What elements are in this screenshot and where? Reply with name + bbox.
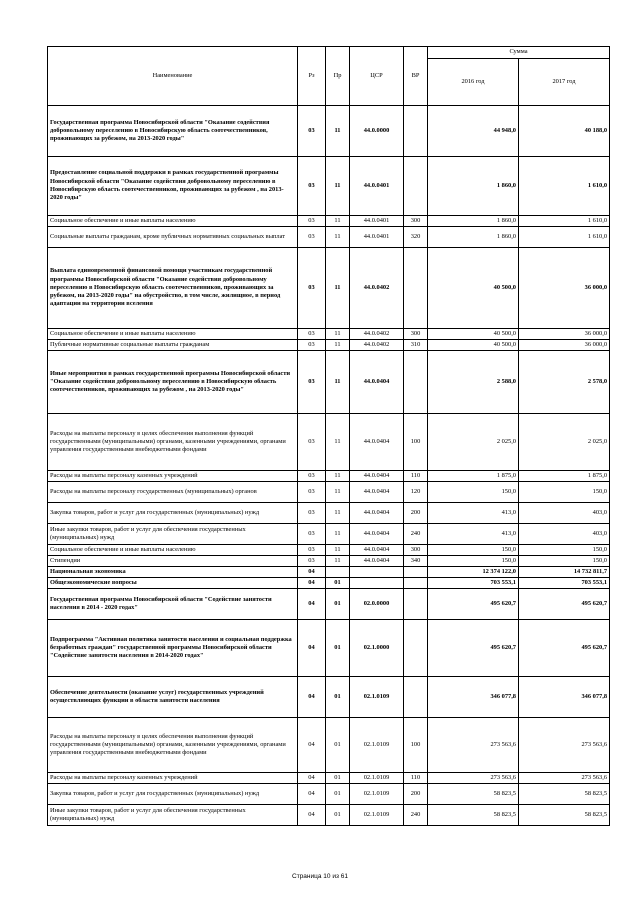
cell-name: Социальное обеспечение и иные выплаты населению (48, 329, 298, 340)
header-2016: 2016 год (428, 59, 519, 106)
cell-rz: 04 (298, 773, 326, 784)
table-body (48, 106, 610, 826)
cell-csr: 44.0.0404 (350, 414, 404, 471)
cell-pr: 11 (326, 106, 350, 157)
table-row (48, 773, 610, 784)
cell-vr: 200 (404, 784, 428, 805)
cell-vr: 100 (404, 718, 428, 773)
cell-rz: 03 (298, 227, 326, 248)
cell-rz: 03 (298, 414, 326, 471)
cell-y2017: 150,0 (519, 482, 610, 503)
cell-pr: 11 (326, 482, 350, 503)
cell-csr: 44.0.0000 (350, 106, 404, 157)
table-row (48, 351, 610, 414)
cell-csr (350, 578, 404, 589)
cell-pr: 11 (326, 414, 350, 471)
cell-y2016: 1 875,0 (428, 471, 519, 482)
cell-y2016: 150,0 (428, 482, 519, 503)
cell-rz: 03 (298, 524, 326, 545)
cell-rz: 03 (298, 216, 326, 227)
cell-y2017: 58 823,5 (519, 805, 610, 826)
cell-y2017: 36 000,0 (519, 329, 610, 340)
cell-y2016: 495 620,7 (428, 589, 519, 620)
cell-csr: 02.1.0109 (350, 773, 404, 784)
cell-y2017: 36 000,0 (519, 248, 610, 329)
cell-csr: 44.0.0401 (350, 227, 404, 248)
header-vr: ВР (404, 47, 428, 106)
header-sum: Сумма (428, 47, 610, 59)
cell-y2016: 1 860,0 (428, 157, 519, 216)
cell-name: Государственная программа Новосибирской области "Оказание содействия добровольному переселению в Новосибирскую область соотечественников, проживающих за рубежом, на 2013-2020 годы" (48, 106, 298, 157)
table-row (48, 578, 610, 589)
cell-rz: 04 (298, 620, 326, 677)
cell-vr (404, 248, 428, 329)
cell-csr: 44.0.0401 (350, 157, 404, 216)
cell-y2016: 44 948,0 (428, 106, 519, 157)
cell-csr: 44.0.0402 (350, 340, 404, 351)
cell-vr: 320 (404, 227, 428, 248)
page-footer: Страница 10 из 61 (292, 873, 348, 880)
cell-csr: 44.0.0402 (350, 248, 404, 329)
cell-pr: 11 (326, 157, 350, 216)
cell-y2017: 273 563,6 (519, 718, 610, 773)
header-pr: Пр (326, 47, 350, 106)
table-row (48, 545, 610, 556)
table-row (48, 216, 610, 227)
cell-name: Расходы на выплаты персоналу в целях обеспечения выполнения функций государственными (муниципальными) органами, казенными учреждениями, органами управления государственными внебюджетными фондами (48, 414, 298, 471)
cell-pr: 11 (326, 340, 350, 351)
cell-vr: 310 (404, 340, 428, 351)
table-row (48, 556, 610, 567)
cell-y2017: 346 077,8 (519, 677, 610, 718)
cell-rz: 03 (298, 351, 326, 414)
cell-pr: 11 (326, 503, 350, 524)
cell-vr (404, 677, 428, 718)
cell-csr: 02.1.0109 (350, 677, 404, 718)
cell-csr: 44.0.0404 (350, 471, 404, 482)
cell-rz: 04 (298, 718, 326, 773)
cell-pr: 11 (326, 556, 350, 567)
table-row (48, 784, 610, 805)
table-row (48, 248, 610, 329)
cell-name: Закупка товаров, работ и услуг для государственных (муниципальных) нужд (48, 503, 298, 524)
cell-pr: 11 (326, 227, 350, 248)
cell-y2017: 403,0 (519, 503, 610, 524)
cell-name: Государственная программа Новосибирской области "Содействие занятости населения в 2014 - 2020 годах" (48, 589, 298, 620)
cell-vr (404, 567, 428, 578)
cell-vr: 340 (404, 556, 428, 567)
table-row (48, 414, 610, 471)
cell-y2017: 495 620,7 (519, 620, 610, 677)
cell-pr: 01 (326, 718, 350, 773)
cell-pr: 11 (326, 524, 350, 545)
cell-name: Расходы на выплаты персоналу казенных учреждений (48, 471, 298, 482)
cell-csr: 44.0.0404 (350, 524, 404, 545)
table-row (48, 106, 610, 157)
cell-pr: 01 (326, 578, 350, 589)
cell-y2017: 2 578,0 (519, 351, 610, 414)
cell-y2016: 12 374 122,0 (428, 567, 519, 578)
cell-y2016: 1 860,0 (428, 216, 519, 227)
cell-rz: 04 (298, 567, 326, 578)
cell-vr: 300 (404, 545, 428, 556)
cell-rz: 03 (298, 545, 326, 556)
cell-vr: 110 (404, 773, 428, 784)
cell-vr: 240 (404, 805, 428, 826)
cell-pr: 01 (326, 677, 350, 718)
cell-csr: 44.0.0404 (350, 351, 404, 414)
cell-name: Расходы на выплаты персоналу в целях обеспечения выполнения функций государственными (муниципальными) органами, казенными учреждениями, органами управления государственными внебюджетными фондами (48, 718, 298, 773)
cell-pr: 01 (326, 773, 350, 784)
cell-y2016: 58 823,5 (428, 805, 519, 826)
cell-rz: 04 (298, 784, 326, 805)
table-row (48, 524, 610, 545)
cell-pr: 11 (326, 471, 350, 482)
cell-name: Национальная экономика (48, 567, 298, 578)
cell-y2016: 273 563,6 (428, 718, 519, 773)
table-row (48, 805, 610, 826)
cell-csr: 44.0.0404 (350, 545, 404, 556)
cell-csr: 02.0.0000 (350, 589, 404, 620)
cell-y2016: 703 553,1 (428, 578, 519, 589)
cell-vr (404, 351, 428, 414)
cell-pr: 01 (326, 589, 350, 620)
table-row (48, 227, 610, 248)
table-row (48, 677, 610, 718)
cell-y2017: 40 188,0 (519, 106, 610, 157)
cell-name: Иные закупки товаров, работ и услуг для обеспечения государственных (муниципальных) нужд (48, 805, 298, 826)
cell-csr: 02.1.0109 (350, 784, 404, 805)
cell-y2017: 703 553,1 (519, 578, 610, 589)
cell-vr: 300 (404, 329, 428, 340)
table-row (48, 329, 610, 340)
cell-y2017: 58 823,5 (519, 784, 610, 805)
cell-pr: 11 (326, 351, 350, 414)
table-row (48, 620, 610, 677)
cell-rz: 03 (298, 248, 326, 329)
cell-name: Социальные выплаты гражданам, кроме публичных нормативных социальных выплат (48, 227, 298, 248)
cell-name: Иные закупки товаров, работ и услуг для обеспечения государственных (муниципальных) нужд (48, 524, 298, 545)
cell-vr: 240 (404, 524, 428, 545)
cell-name: Иные мероприятия в рамках государственной программы Новосибирской области "Оказание содействия добровольному переселению в Новосибирскую область соотечественников, проживающих за рубежом , на 2013-2020 годы" (48, 351, 298, 414)
cell-y2017: 36 000,0 (519, 340, 610, 351)
cell-y2017: 1 610,0 (519, 157, 610, 216)
cell-rz: 03 (298, 106, 326, 157)
cell-rz: 04 (298, 578, 326, 589)
cell-y2016: 40 500,0 (428, 329, 519, 340)
cell-csr (350, 567, 404, 578)
cell-y2017: 2 025,0 (519, 414, 610, 471)
cell-y2016: 2 588,0 (428, 351, 519, 414)
table-row (48, 567, 610, 578)
cell-y2016: 40 500,0 (428, 340, 519, 351)
budget-table (47, 46, 610, 826)
cell-y2016: 150,0 (428, 545, 519, 556)
cell-rz: 04 (298, 677, 326, 718)
cell-y2016: 273 563,6 (428, 773, 519, 784)
cell-csr: 44.0.0404 (350, 556, 404, 567)
cell-y2017: 1 610,0 (519, 216, 610, 227)
cell-y2017: 273 563,6 (519, 773, 610, 784)
cell-pr: 11 (326, 248, 350, 329)
cell-y2017: 403,0 (519, 524, 610, 545)
cell-y2017: 150,0 (519, 545, 610, 556)
table-row (48, 589, 610, 620)
cell-name: Предоставление социальной поддержки в рамках государственной программы Новосибирской области "Оказание содействия добровольному переселению в Новосибирскую область соотечественников, проживающих за рубежом , на 2013-2020 годы" (48, 157, 298, 216)
cell-name: Социальное обеспечение и иные выплаты населению (48, 545, 298, 556)
cell-csr: 44.0.0404 (350, 503, 404, 524)
cell-pr: 11 (326, 216, 350, 227)
cell-rz: 04 (298, 805, 326, 826)
cell-pr (326, 567, 350, 578)
cell-y2016: 413,0 (428, 503, 519, 524)
cell-y2016: 150,0 (428, 556, 519, 567)
cell-y2017: 1 875,0 (519, 471, 610, 482)
cell-rz: 03 (298, 471, 326, 482)
cell-y2016: 413,0 (428, 524, 519, 545)
cell-name: Публичные нормативные социальные выплаты гражданам (48, 340, 298, 351)
cell-name: Расходы на выплаты персоналу казенных учреждений (48, 773, 298, 784)
cell-y2017: 495 620,7 (519, 589, 610, 620)
cell-name: Подпрограмма "Активная политика занятости населения и социальная поддержка безработных граждан" государственной программы Новосибирской области "Содействие занятости населения в 2014-2020 годах" (48, 620, 298, 677)
table-row (48, 340, 610, 351)
cell-csr: 02.1.0109 (350, 718, 404, 773)
cell-pr: 11 (326, 329, 350, 340)
cell-y2016: 40 500,0 (428, 248, 519, 329)
cell-y2017: 150,0 (519, 556, 610, 567)
cell-rz: 03 (298, 556, 326, 567)
cell-csr: 02.1.0000 (350, 620, 404, 677)
table-row (48, 471, 610, 482)
cell-y2016: 495 620,7 (428, 620, 519, 677)
cell-csr: 44.0.0404 (350, 482, 404, 503)
cell-y2017: 14 732 811,7 (519, 567, 610, 578)
header-csr: ЦСР (350, 47, 404, 106)
cell-vr: 300 (404, 216, 428, 227)
cell-y2016: 58 823,5 (428, 784, 519, 805)
table-row (48, 482, 610, 503)
cell-rz: 04 (298, 589, 326, 620)
cell-vr (404, 620, 428, 677)
cell-vr: 110 (404, 471, 428, 482)
table-row (48, 157, 610, 216)
cell-name: Обеспечение деятельности (оказание услуг) государственных учреждений осуществляющих функции в области занятости населения (48, 677, 298, 718)
cell-name: Общеэкономические вопросы (48, 578, 298, 589)
cell-y2016: 346 077,8 (428, 677, 519, 718)
cell-csr: 02.1.0109 (350, 805, 404, 826)
table-row (48, 718, 610, 773)
cell-csr: 44.0.0401 (350, 216, 404, 227)
cell-vr (404, 157, 428, 216)
header-2017: 2017 год (519, 59, 610, 106)
cell-vr: 200 (404, 503, 428, 524)
cell-vr (404, 106, 428, 157)
cell-rz: 03 (298, 482, 326, 503)
cell-vr (404, 589, 428, 620)
cell-y2016: 1 860,0 (428, 227, 519, 248)
cell-pr: 01 (326, 805, 350, 826)
cell-vr: 120 (404, 482, 428, 503)
cell-pr: 01 (326, 620, 350, 677)
cell-name: Стипендии (48, 556, 298, 567)
cell-name: Социальное обеспечение и иные выплаты населению (48, 216, 298, 227)
cell-vr: 100 (404, 414, 428, 471)
cell-name: Расходы на выплаты персоналу государственных (муниципальных) органов (48, 482, 298, 503)
table-row (48, 503, 610, 524)
cell-name: Закупка товаров, работ и услуг для государственных (муниципальных) нужд (48, 784, 298, 805)
cell-pr: 11 (326, 545, 350, 556)
cell-rz: 03 (298, 340, 326, 351)
header-name: Наименование (48, 47, 298, 106)
cell-rz: 03 (298, 329, 326, 340)
cell-rz: 03 (298, 503, 326, 524)
cell-csr: 44.0.0402 (350, 329, 404, 340)
cell-name: Выплата единовременной финансовой помощи участникам государственной программы Новосибирской области "Оказание содействия добровольному переселению в Новосибирскую область соотечественников, проживающих за рубежом, на 2013-2020 годы" на обустройство, в том числе, жилищное, в период адаптации на территории вселения (48, 248, 298, 329)
cell-pr: 01 (326, 784, 350, 805)
cell-y2017: 1 610,0 (519, 227, 610, 248)
cell-vr (404, 578, 428, 589)
cell-rz: 03 (298, 157, 326, 216)
header-rz: Рз (298, 47, 326, 106)
cell-y2016: 2 025,0 (428, 414, 519, 471)
